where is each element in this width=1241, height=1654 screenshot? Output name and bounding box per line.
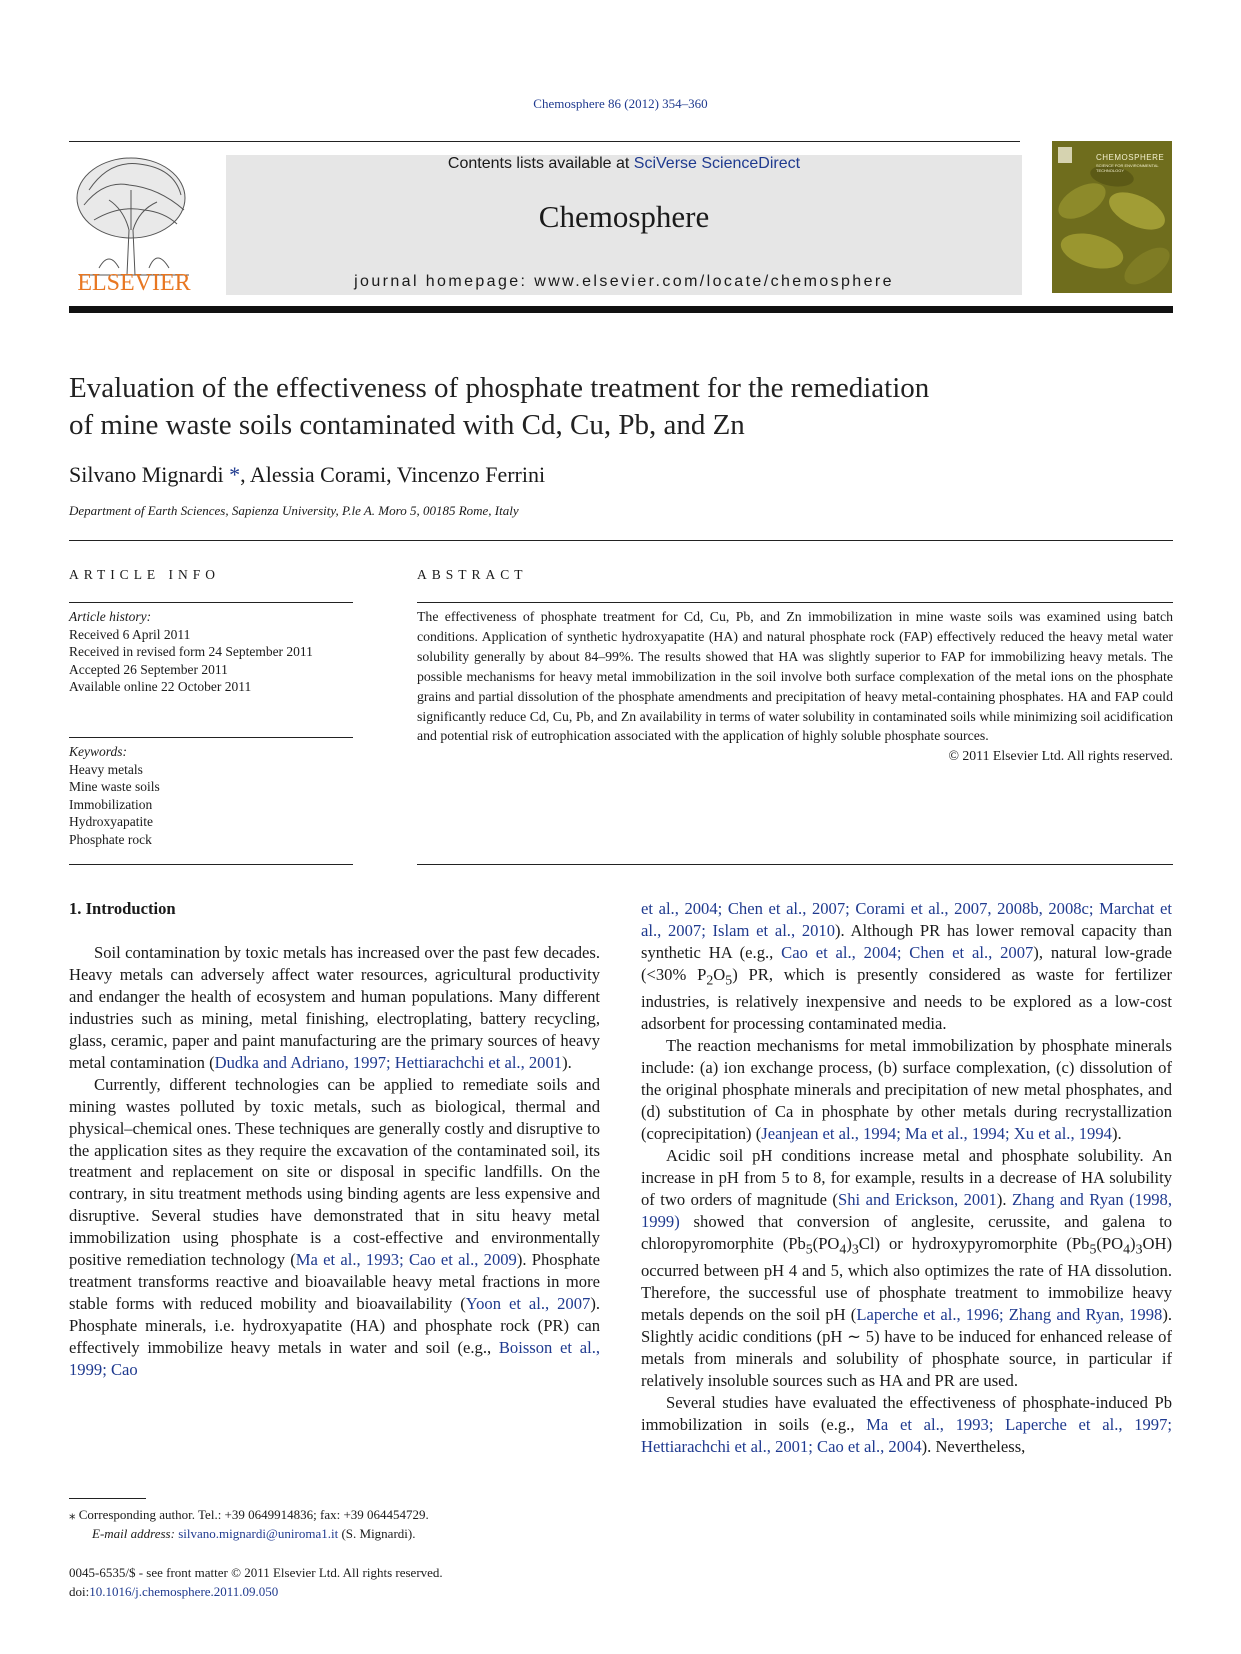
text-run: Several studies have evaluated the effectiveness of phosphate-induced Pb immobilization in soils (e.g., bbox=[641, 1392, 1172, 1434]
journal-citation[interactable]: Chemosphere 86 (2012) 354–360 bbox=[533, 96, 708, 111]
paragraph bbox=[641, 1145, 1172, 1392]
article-info-rule bbox=[69, 602, 353, 603]
keyword-item: Phosphate rock bbox=[69, 831, 152, 847]
abstract bbox=[417, 607, 1173, 766]
article-info-heading: ARTICLE INFO bbox=[69, 567, 221, 582]
subscript: 2 bbox=[706, 972, 714, 988]
text-run: OH) occurred between pH 4 and 5, which also optimizes the rate of HA dissolution. Therefore, the successful use of phosphate treatment to immobilize heavy metals depends on the soil pH ( bbox=[641, 1233, 1172, 1324]
title-line-2: of mine waste soils contaminated with Cd, Cu, Pb, and Zn bbox=[69, 409, 745, 441]
body-left-column bbox=[69, 898, 600, 1381]
keyword-item: Hydroxyapatite bbox=[69, 814, 153, 829]
contents-line bbox=[226, 155, 1022, 173]
title-divider bbox=[69, 540, 1173, 541]
text-run: Cl) or hydroxypyromorphite (Pb bbox=[858, 1233, 1090, 1253]
header-rule bbox=[69, 141, 1020, 142]
reference-link[interactable]: Laperche et al., 1996; Zhang and Ryan, 1998 bbox=[856, 1304, 1163, 1324]
text-run: ). Nevertheless, bbox=[921, 1436, 1026, 1456]
footnote-star: ⁎ bbox=[69, 1507, 76, 1522]
title-line-1: Evaluation of the effectiveness of phosphate treatment for the remediation bbox=[69, 372, 930, 404]
abstract-heading: ABSTRACT bbox=[417, 567, 528, 582]
text-run: ). bbox=[1111, 1123, 1122, 1143]
authors-rest: , Alessia Corami, Vincenzo Ferrini bbox=[240, 462, 546, 487]
text-run: ). Phosphate treatment transforms reactive and bioavailable heavy metal fractions in more stable forms with reduced mobility and bioavailability ( bbox=[69, 1250, 600, 1314]
text-run: ) bbox=[1130, 1233, 1136, 1253]
cover-subtitle: SCIENCE FOR ENVIRONMENTAL TECHNOLOGY bbox=[1096, 163, 1159, 173]
elsevier-tree-icon bbox=[69, 150, 199, 295]
text-run: showed that conversion of anglesite, cerussite, and galena to chloropyromorphite (Pb bbox=[641, 1211, 1172, 1253]
author-list bbox=[69, 462, 545, 488]
text-run: Soil contamination by toxic metals has increased over the past few decades. Heavy metals can adversely affect water resources, agricultural productivity and endanger the health of ecosystem and human populations. Many different industries such as mining, metal finishing, electroplating, battery recycling, glass, ceramic, paper and paint manufacturing are the primary sources of heavy metal contamination ( bbox=[69, 942, 600, 1072]
header-divider bbox=[69, 306, 1173, 313]
subscript: 5 bbox=[1089, 1240, 1097, 1256]
contents-prefix: Contents lists available at bbox=[447, 155, 634, 172]
text-run: Currently, different technologies can be applied to remediate soils and mining wastes polluted by toxic metals, such as biological, thermal and physical–chemical ones. These techniques are generally costly and disruptive to the application sites as they require the excavation of the contaminated soil, its treatment and replacement on site or disposal in specific landfills. On the contrary, in situ treatment methods using binding agents are less expensive and disruptive. Several studies have demonstrated that in situ heavy metal immobilization using phosphate is a cost-effective and environmentally positive remediation technology ( bbox=[69, 1074, 600, 1270]
footnote-text: Corresponding author. Tel.: +39 0649914836; fax: +39 064454729. bbox=[75, 1507, 429, 1522]
abstract-text: The effectiveness of phosphate treatment for Cd, Cu, Pb, and Zn immobilization in mine waste soils was examined using batch conditions. Application of synthetic hydroxyapatite (HA) and natural phosphate rock (FAP) effectively reduced the heavy metal water solubility generally by about 84–99%. The results showed that HA was slightly superior to FAP for immobilizing heavy metals. The possible mechanisms for heavy metal immobilization in the soil involve both surface complexation of the metal ions on the phosphate grains and partial dissolution of the phosphate amendments and precipitation of heavy metal-containing phosphates. HA and FAP could significantly reduce Cd, Cu, Pb, and Zn availability in terms of water solubility in contaminated soils while minimizing soil acidification and potential risk of eutrophication associated with the application of highly soluble phosphate sources. bbox=[417, 609, 1173, 744]
keywords-label: Keywords: bbox=[69, 744, 127, 759]
subscript: 5 bbox=[725, 972, 733, 988]
history-label: Article history: bbox=[69, 609, 152, 624]
reference-link[interactable]: Zhang and Ryan (1998, 1999) bbox=[641, 1189, 1172, 1231]
text-run: ), natural low-grade (<30% P bbox=[641, 942, 1172, 984]
history-revised: Received in revised form 24 September 2011 bbox=[69, 644, 313, 659]
paragraph bbox=[641, 1392, 1172, 1458]
text-run: ). Slightly acidic conditions (pH ∼ 5) have to be induced for enhanced release of metals from minerals and solubility of phosphate source, in particular if relatively insoluble sources such as HA and PR are used. bbox=[641, 1304, 1172, 1390]
reference-link[interactable]: Yoon et al., 2007 bbox=[465, 1294, 591, 1314]
reference-link[interactable]: Cao et al., 2004; Chen et al., 2007 bbox=[781, 942, 1034, 962]
footnote-rule bbox=[69, 1498, 146, 1499]
corresponding-author-star[interactable]: * bbox=[223, 462, 241, 487]
text-run: (PO bbox=[812, 1233, 840, 1253]
text-run: Acidic soil pH conditions increase metal and phosphate solubility. An increase in pH from 5 to 8, for example, results in a decrease of HA solubility of two orders of magnitude ( bbox=[641, 1145, 1172, 1209]
corresponding-author-note bbox=[69, 1505, 629, 1524]
body-right-column bbox=[641, 898, 1172, 1457]
subscript: 4 bbox=[839, 1240, 847, 1256]
subscript: 5 bbox=[805, 1240, 813, 1256]
reference-link[interactable]: Ma et al., 1993; Laperche et al., 1997; Hettiarachchi et al., 2001; Cao et al., 2004 bbox=[641, 1414, 1172, 1456]
reference-link[interactable]: Shi and Erickson, 2001 bbox=[837, 1189, 997, 1209]
reference-link[interactable]: Jeanjean et al., 1994; Ma et al., 1994; Xu et al., 1994 bbox=[761, 1123, 1112, 1143]
text-run: ). Phosphate minerals, i.e. hydroxyapatite (HA) and phosphate rock (PR) can effectively immobilize heavy metals in water and soil (e.g., bbox=[69, 1294, 601, 1358]
abstract-bottom-rule bbox=[417, 864, 1173, 865]
doi-link[interactable]: 10.1016/j.chemosphere.2011.09.050 bbox=[89, 1584, 279, 1599]
history-received: Received 6 April 2011 bbox=[69, 626, 191, 642]
front-matter bbox=[69, 1563, 629, 1601]
footnote bbox=[69, 1505, 629, 1543]
journal-cover-image[interactable] bbox=[1052, 141, 1172, 293]
section-heading-introduction: 1. Introduction bbox=[69, 899, 176, 918]
text-run: ) PR, which is presently considered as waste for fertilizer industries, is relatively inexpensive and needs to be explored as a low-cost adsorbent for processing contaminated media. bbox=[641, 964, 1172, 1034]
reference-link[interactable]: Ma et al., 1993; Cao et al., 2009 bbox=[295, 1250, 517, 1270]
elsevier-logo[interactable] bbox=[69, 150, 199, 295]
journal-homepage[interactable]: journal homepage: www.elsevier.com/locate/chemosphere bbox=[354, 273, 894, 290]
svg-text:ELSEVIER: ELSEVIER bbox=[77, 270, 191, 295]
paragraph bbox=[69, 1074, 600, 1381]
reference-link[interactable]: Boisson et al., 1999; Cao bbox=[69, 1338, 601, 1380]
paragraph bbox=[641, 898, 1172, 1035]
email-owner: (S. Mignardi). bbox=[338, 1526, 416, 1541]
cover-title: CHEMOSPHERE bbox=[1096, 153, 1165, 162]
subscript: 3 bbox=[1135, 1240, 1143, 1256]
email-note bbox=[69, 1524, 629, 1543]
article-history bbox=[69, 608, 349, 696]
doi-label: doi: bbox=[69, 1584, 90, 1599]
keyword-item: Heavy metals bbox=[69, 761, 143, 777]
keyword-item: Mine waste soils bbox=[69, 779, 160, 794]
text-run: ). bbox=[996, 1189, 1012, 1209]
abstract-rule bbox=[417, 602, 1173, 603]
subscript: 3 bbox=[851, 1240, 859, 1256]
text-run: The reaction mechanisms for metal immobilization by phosphate minerals include: (a) ion exchange process, (b) surface complexation, (c) dissolution of the original phosphate minerals and precipitation of new metal phosphates, and (d) substitution of Ca in phosphate by other metals during recrystallization (coprecipitation) ( bbox=[641, 1036, 1172, 1143]
text-run: ). Although PR has lower removal capacity than synthetic HA (e.g., bbox=[641, 920, 1172, 962]
doi-line bbox=[69, 1582, 629, 1601]
affiliation: Department of Earth Sciences, Sapienza University, P.le A. Moro 5, 00185 Rome, Italy bbox=[69, 503, 519, 518]
email-label: E-mail address: bbox=[92, 1526, 179, 1541]
reference-link[interactable]: et al., 2004; Chen et al., 2007; Corami et al., 2007, 2008b, 2008c; Marchat et al., 2007; Islam et al., 2010 bbox=[641, 899, 1172, 940]
text-run: O bbox=[713, 964, 726, 984]
paragraph bbox=[641, 1035, 1172, 1145]
issn-line: 0045-6535/$ - see front matter © 2011 Elsevier Ltd. All rights reserved. bbox=[69, 1565, 443, 1580]
journal-name: Chemosphere bbox=[538, 199, 710, 234]
author-1: Silvano Mignardi bbox=[69, 462, 224, 487]
reference-link[interactable]: Dudka and Adriano, 1997; Hettiarachchi et al., 2001 bbox=[214, 1052, 563, 1072]
keywords-rule bbox=[69, 737, 353, 738]
paragraph bbox=[69, 942, 600, 1074]
subscript: 4 bbox=[1123, 1240, 1131, 1256]
text-run: (PO bbox=[1096, 1233, 1124, 1253]
history-online: Available online 22 October 2011 bbox=[69, 679, 252, 694]
text-run: ) bbox=[846, 1233, 852, 1253]
keywords bbox=[69, 743, 349, 848]
history-accepted: Accepted 26 September 2011 bbox=[69, 661, 228, 677]
abstract-copyright: © 2011 Elsevier Ltd. All rights reserved. bbox=[948, 748, 1173, 764]
text-run: ). bbox=[562, 1052, 572, 1072]
article-title bbox=[69, 370, 1173, 444]
keyword-item: Immobilization bbox=[69, 796, 153, 812]
info-bottom-rule bbox=[69, 864, 353, 865]
sciencedirect-link[interactable]: SciVerse ScienceDirect bbox=[633, 155, 801, 172]
journal-banner bbox=[226, 155, 1022, 295]
email-link[interactable]: silvano.mignardi@uniroma1.it bbox=[178, 1526, 339, 1541]
